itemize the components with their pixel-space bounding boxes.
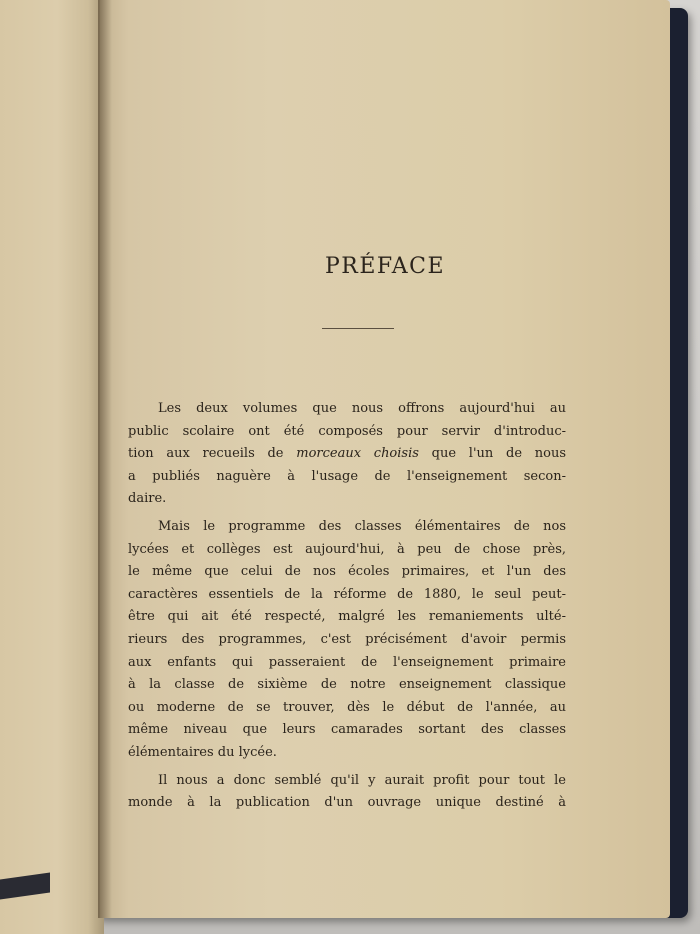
text-line: daire. bbox=[128, 491, 167, 507]
text-segment: tion aux recueils de bbox=[128, 446, 297, 462]
text-line: monde à la publication d'un ouvrage unique destiné à bbox=[128, 795, 566, 811]
title-rule bbox=[322, 328, 394, 329]
text-line: lycées et collèges est aujourd'hui, à peu de chose près, bbox=[128, 541, 566, 557]
text-segment: que l'un de nous bbox=[418, 446, 566, 462]
text-line: caractères essentiels de la réforme de 1880, le seul peut- bbox=[128, 586, 566, 602]
paragraph-2 bbox=[128, 516, 566, 765]
text-line: le même que celui de nos écoles primaires, et l'un des bbox=[128, 564, 566, 580]
text-line: Les deux volumes que nous offrons aujourd'hui au bbox=[158, 401, 566, 416]
paragraph-3 bbox=[128, 770, 566, 815]
text-line: élémentaires du lycée. bbox=[128, 744, 277, 760]
gutter-shadow bbox=[98, 0, 112, 918]
text-line: à la classe de sixième de notre enseignement classique bbox=[128, 677, 566, 693]
text-line: rieurs des programmes, c'est précisément d'avoir permis bbox=[128, 631, 566, 647]
page-title: PRÉFACE bbox=[324, 254, 446, 279]
text-line: être qui ait été respecté, malgré les remaniements ulté- bbox=[128, 609, 566, 625]
italic-phrase: morceaux choisis bbox=[296, 446, 419, 462]
text-line: aux enfants qui passeraient de l'enseignement primaire bbox=[128, 654, 566, 670]
left-page bbox=[0, 0, 104, 934]
paragraph-1 bbox=[128, 398, 566, 511]
body-text bbox=[128, 398, 566, 820]
text-line: public scolaire ont été composés pour servir d'introduc- bbox=[128, 423, 566, 439]
text-line: a publiés naguère à l'usage de l'enseignement secon- bbox=[128, 468, 566, 484]
text-line: même niveau que leurs camarades sortant des classes bbox=[128, 722, 566, 738]
text-line-with-italic bbox=[128, 443, 566, 466]
text-line: Mais le programme des classes élémentaires de nos bbox=[158, 518, 566, 534]
text-line: Il nous a donc semblé qu'il y aurait profit pour tout le bbox=[158, 772, 566, 788]
text-line: ou moderne de se trouver, dès le début de l'année, au bbox=[128, 699, 566, 715]
